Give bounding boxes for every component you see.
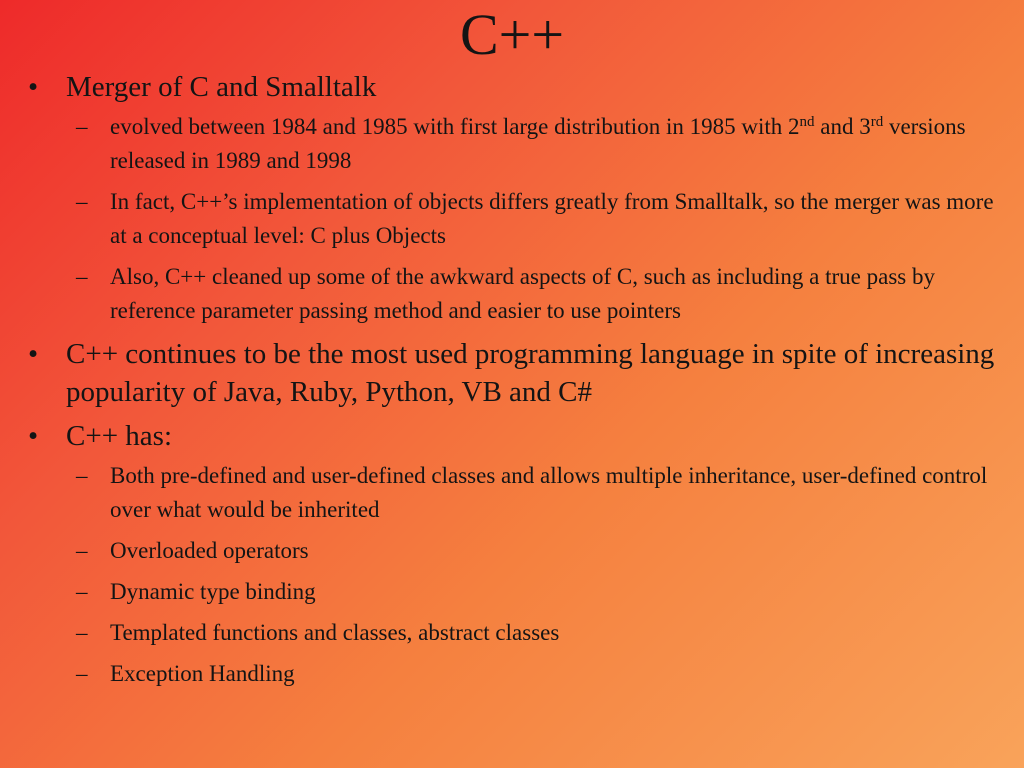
- bullet-icon: •: [28, 71, 39, 103]
- sub-item-templates: [64, 616, 1002, 650]
- slide-title: C++: [459, 2, 565, 67]
- sub-text-part: evolved between 1984 and 1985 with first large distribution in 1985 with 2: [110, 114, 800, 139]
- bullet-list: [22, 68, 1002, 691]
- sub-item-in-fact: [64, 185, 1002, 253]
- sub-item-classes: [64, 459, 1002, 527]
- bullet-text: C++ continues to be the most used programming language in spite of increasing popularity of Java, Ruby, Python, VB and C#: [66, 338, 995, 408]
- bullet-text: Merger of C and Smalltalk: [66, 71, 377, 103]
- dash-icon: –: [76, 661, 88, 686]
- sub-item-evolved: [64, 110, 1002, 178]
- sub-item-exceptions: [64, 657, 1002, 691]
- dash-icon: –: [76, 538, 88, 563]
- bullet-text: C++ has:: [66, 420, 173, 452]
- slide-body: [22, 68, 1002, 698]
- sub-item-binding: [64, 575, 1002, 609]
- dash-icon: –: [76, 463, 88, 488]
- bullet-icon: •: [28, 420, 39, 452]
- dash-icon: –: [76, 579, 88, 604]
- bullet-item-has: [22, 417, 1002, 691]
- sub-text: Dynamic type binding: [110, 579, 316, 604]
- sub-list: [64, 110, 1002, 328]
- sub-list: [64, 459, 1002, 691]
- dash-icon: –: [76, 114, 88, 139]
- sub-item-also: [64, 260, 1002, 328]
- bullet-item-continues: [22, 335, 1002, 411]
- sub-text: Both pre-defined and user-defined classes and allows multiple inheritance, user-defined control over what would be inherited: [110, 463, 988, 522]
- dash-icon: –: [76, 189, 88, 214]
- bullet-icon: •: [28, 338, 39, 370]
- sub-text: In fact, C++’s implementation of objects differs greatly from Smalltalk, so the merger was more at a conceptual level: C plus Objects: [110, 189, 994, 248]
- sub-text: Also, C++ cleaned up some of the awkward aspects of C, such as including a true pass by reference parameter passing method and easier to use pointers: [110, 264, 936, 323]
- sub-text: Exception Handling: [110, 661, 295, 686]
- bullet-item-merger: [22, 68, 1002, 328]
- dash-icon: –: [76, 620, 88, 645]
- sub-text: Overloaded operators: [110, 538, 309, 563]
- superscript-nd: nd: [799, 114, 815, 130]
- superscript-rd: rd: [870, 114, 884, 130]
- dash-icon: –: [76, 264, 88, 289]
- sub-text-part: versions released in 1989 and 1998: [110, 114, 966, 173]
- sub-text: Templated functions and classes, abstract classes: [110, 620, 560, 645]
- sub-text-part: and 3: [814, 114, 871, 139]
- sub-item-operators: [64, 534, 1002, 568]
